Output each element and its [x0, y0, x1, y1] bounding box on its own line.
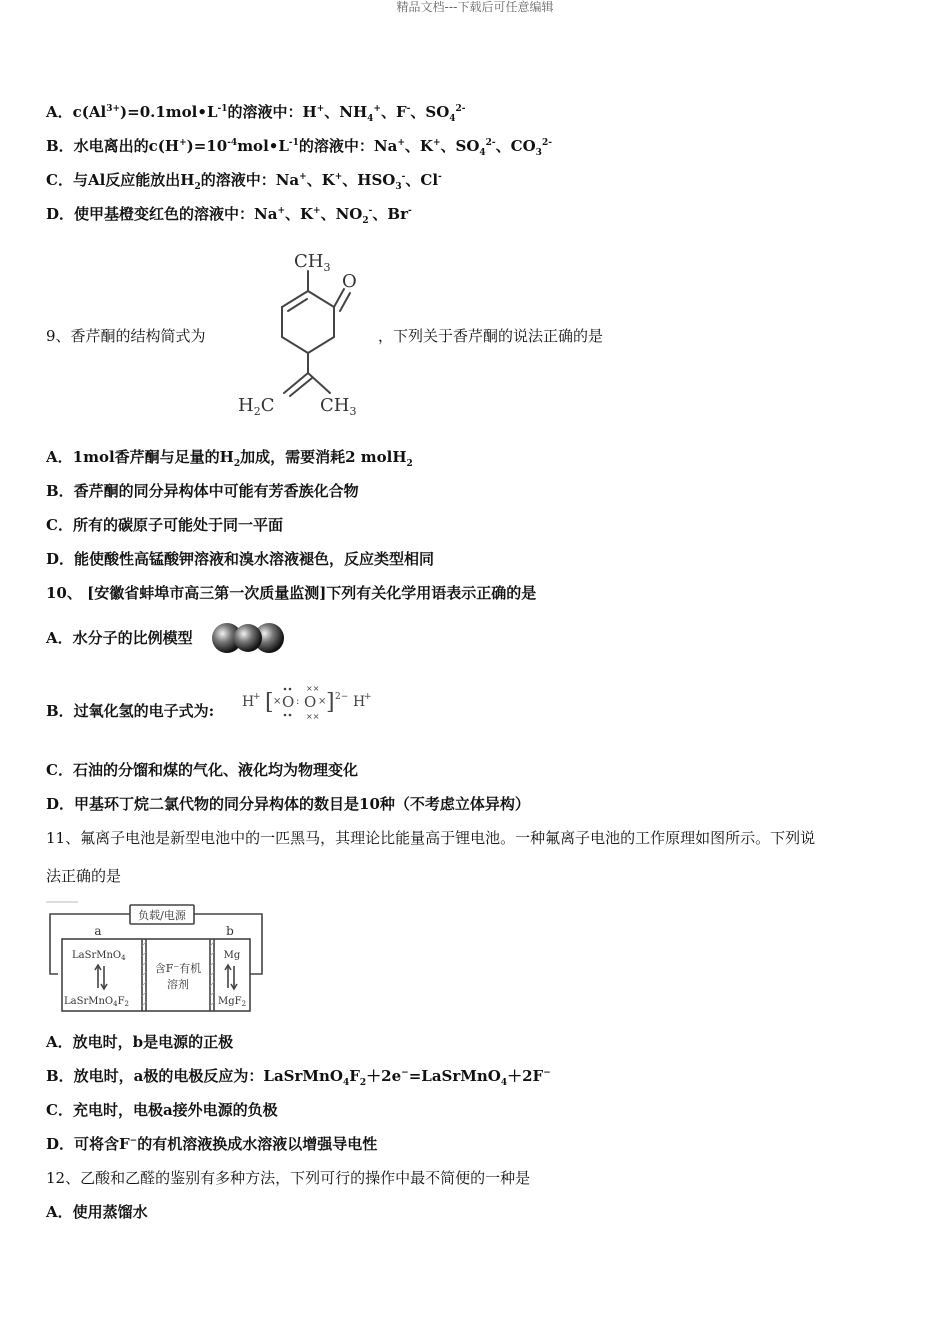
q10-stem: 10、 [安徽省蚌埠市高三第一次质量监测]下列有关化学用语表示正确的是	[46, 584, 537, 602]
q12-stem: 12、乙酸和乙醛的鉴别有多种方法，下列可行的操作中最不简便的一种是	[46, 1169, 531, 1187]
svg-text:H: H	[242, 694, 255, 710]
svg-text:溶剂: 溶剂	[167, 978, 189, 991]
q9-stem-right: ，下列关于香芹酮的说法正确的是	[378, 327, 604, 345]
hydrogen-peroxide-electron-formula	[240, 682, 380, 722]
svg-text:××: ××	[306, 684, 320, 693]
svg-text:负载/电源: 负载/电源	[138, 909, 186, 922]
fluoride-ion-battery-diagram	[44, 900, 269, 1018]
q8-option-b: B．水电离出的$c(H^+)=10^{-4}mol•L^{-1}$的溶液中：Na+、K+、$SO_4^{2-}$、$CO_3^{2-}$	[46, 137, 552, 158]
q8-option-d: D．使甲基橙变红色的溶液中：Na+、K+、$NO_2^-$、Br-	[46, 205, 412, 226]
svg-text:2−: 2−	[335, 692, 349, 702]
q9-option-d: D．能使酸性高锰酸钾溶液和溴水溶液褪色，反应类型相同	[46, 550, 435, 568]
q12-option-a: A．使用蒸馏水	[46, 1203, 148, 1221]
q11-option-d: D．可将含F−的有机溶液换成水溶液以增强导电性	[46, 1135, 378, 1153]
mol-label-ch3-top: $CH_3$	[294, 251, 331, 274]
svg-text:Mg: Mg	[223, 950, 241, 961]
svg-text:××: ××	[306, 712, 320, 721]
page-header: 精品文档---下载后可任意编辑	[396, 0, 554, 14]
q11-stem-line2: 法正确的是	[46, 867, 122, 885]
svg-text:MgF2: MgF$_2$	[218, 996, 247, 1008]
q10-option-b: B．过氧化氢的电子式为:	[46, 702, 215, 720]
carvone-structure	[232, 245, 382, 420]
q10-option-c: C．石油的分馏和煤的气化、液化均为物理变化	[46, 761, 358, 779]
q11-option-b: B．放电时，a极的电极反应为：$LaSrMnO_4F_2+2e^-=LaSrMnO_4+2F^-$	[46, 1067, 551, 1088]
q11-option-a: A．放电时，b是电源的正极	[46, 1033, 234, 1051]
svg-text:[: [	[265, 690, 274, 715]
q10-option-d: D．甲基环丁烷二氯代物的同分异构体的数目是10种（不考虑立体异构）	[46, 795, 530, 813]
svg-text:LaSrMnO4: LaSrMnO$_4$	[72, 950, 126, 962]
q8-option-a: A．$c(Al^{3+})=0.1mol•L^{-1}$的溶液中：H+、$NH_4^+$、F-、$SO_4^{2-}$	[46, 103, 466, 124]
svg-text:+: +	[364, 692, 372, 702]
svg-text:O: O	[282, 693, 295, 711]
q9-option-a: A．1mol香芹酮与足量的$H_2$加成，需要消耗2 molH$_2$	[46, 448, 413, 469]
svg-text:LaSrMnO4F2: $LaSrMnO_4F_2$	[64, 996, 130, 1008]
svg-text:a: a	[94, 924, 102, 938]
q9-stem-left: 9、香芹酮的结构简式为	[46, 327, 206, 345]
water-space-filling-model	[210, 620, 286, 656]
svg-text:含F⁻有机: 含F⁻有机	[154, 962, 202, 975]
q9-option-b: B．香芹酮的同分异构体中可能有芳香族化合物	[46, 482, 359, 500]
svg-text:+: +	[253, 692, 261, 702]
q11-stem-line1: 11、氟离子电池是新型电池中的一匹黑马，其理论比能量高于锂电池。一种氟离子电池的工作原理如图所示。下列说	[46, 829, 816, 847]
svg-text:H: H	[353, 694, 366, 710]
svg-text:b: b	[226, 924, 234, 938]
mol-label-ch3-bottom: $CH_3$	[320, 395, 357, 418]
svg-text:O: O	[304, 693, 317, 711]
q8-option-c: C．与Al反应能放出$H_2$的溶液中：Na+、K+、$HSO_3^-$、Cl-	[46, 171, 442, 192]
svg-text:×: ×	[273, 696, 282, 707]
mol-label-h2c: $H_2C$	[238, 395, 275, 418]
svg-text:×: ×	[318, 696, 327, 707]
svg-text:]: ]	[326, 690, 335, 715]
q9-option-c: C．所有的碳原子可能处于同一平面	[46, 516, 283, 534]
q10-option-a: A．水分子的比例模型	[46, 629, 193, 647]
svg-text::: :	[296, 696, 300, 707]
q11-option-c: C．充电时，电极a接外电源的负极	[46, 1101, 278, 1119]
mol-label-oxygen: O	[342, 271, 357, 292]
